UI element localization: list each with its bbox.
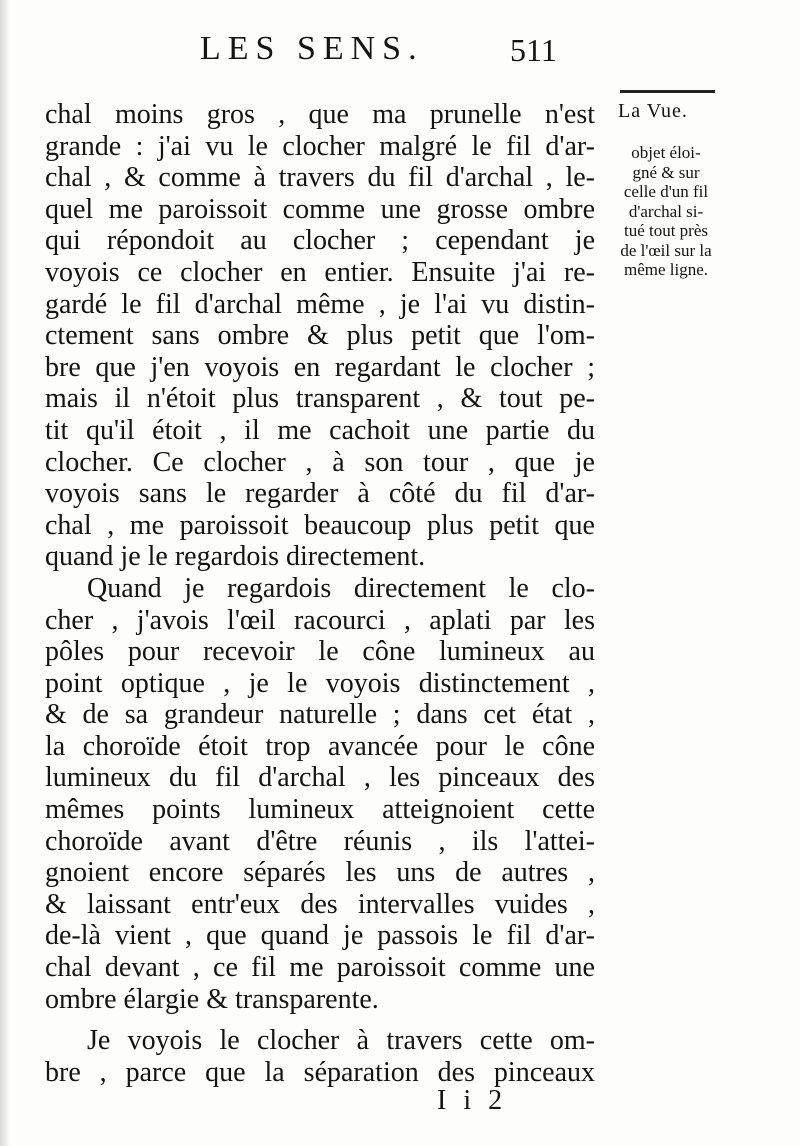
page-number: 511	[510, 32, 557, 68]
text-line: quel me paroissoit comme une grosse ombre	[45, 193, 595, 225]
paragraph-gap	[45, 1015, 595, 1025]
text-line: clocher. Ce clocher , à son tour , que je	[45, 446, 595, 478]
paragraph-start-line: Quand je regardois directement le clo-	[87, 572, 595, 604]
text-line: gardé le fil d'archal même , je l'ai vu distin-	[45, 288, 595, 320]
text-line: mais il n'étoit plus transparent , & tout pe-	[45, 383, 595, 415]
text-line: grande : j'ai vu le clocher malgré le fil d'ar-	[45, 130, 595, 162]
margin-rule	[620, 90, 715, 93]
text-line: & de sa grandeur naturelle ; dans cet état ,	[45, 699, 595, 731]
text-line: bre que j'en voyois en regardant le clocher ;	[45, 351, 595, 383]
text-line: voyois sans le regarder à côté du fil d'ar-	[45, 478, 595, 510]
margin-note-line: de l'œil sur la	[620, 240, 712, 260]
text-line: de-là vient , que quand je passois le fil d'ar-	[45, 920, 595, 952]
text-line: chal moins gros , que ma prunelle n'est	[45, 99, 595, 130]
paragraph-start-line: Je voyois le clocher à travers cette om-	[87, 1025, 595, 1057]
margin-note-line: gné & sur	[632, 162, 700, 182]
signature-mark: I i 2	[437, 1085, 508, 1116]
text-line: ombre élargie & transparente.	[45, 983, 379, 1015]
text-line: la choroïde étoit trop avancée pour le cône	[45, 730, 595, 762]
text-line: bre , parce que la séparation des pinceaux	[45, 1056, 595, 1088]
margin-note-line: objet éloi-	[631, 143, 701, 162]
text-line: tit qu'il étoit , il me cachoit une partie du	[45, 414, 595, 446]
margin-note-line: d'archal si-	[628, 201, 704, 221]
margin-note	[606, 143, 726, 280]
text-line: pôles pour recevoir le cône lumineux au	[45, 636, 595, 668]
text-line: chal , me paroissoit beaucoup plus petit que	[45, 509, 595, 541]
text-line: & laissant entr'eux des intervalles vuides ,	[45, 888, 595, 920]
body-text	[45, 99, 595, 1088]
margin-note-line: celle d'un fil	[623, 182, 709, 201]
text-line: ctement sans ombre & plus petit que l'om-	[45, 320, 595, 352]
text-line: chal , & comme à travers du fil d'archal , le-	[45, 162, 595, 194]
text-line: quand je le regardois directement.	[45, 541, 426, 573]
running-title: LES SENS.	[200, 30, 424, 67]
margin-note-line: tué tout près	[623, 221, 709, 240]
text-line: voyois ce clocher en entier. Ensuite j'ai re-	[45, 256, 595, 288]
text-line: chal devant , ce fil me paroissoit comme une	[45, 952, 595, 984]
page-gutter-shadow	[0, 0, 10, 1146]
text-line: lumineux du fil d'archal , les pinceaux des	[45, 762, 595, 794]
text-line: gnoient encore séparés les uns de autres ,	[45, 857, 595, 889]
text-line: point optique , je le voyois distinctement ,	[45, 667, 595, 699]
text-line: cher , j'avois l'œil racourci , aplati par les	[45, 604, 595, 636]
margin-title: La Vue.	[618, 100, 688, 122]
page-header	[0, 30, 800, 80]
text-line: choroïde avant d'être réunis , ils l'attei-	[45, 825, 595, 857]
text-line: qui répondoit au clocher ; cependant je	[45, 225, 595, 257]
margin-note-line: même ligne.	[623, 260, 709, 279]
text-line: mêmes points lumineux atteignoient cette	[45, 794, 595, 826]
